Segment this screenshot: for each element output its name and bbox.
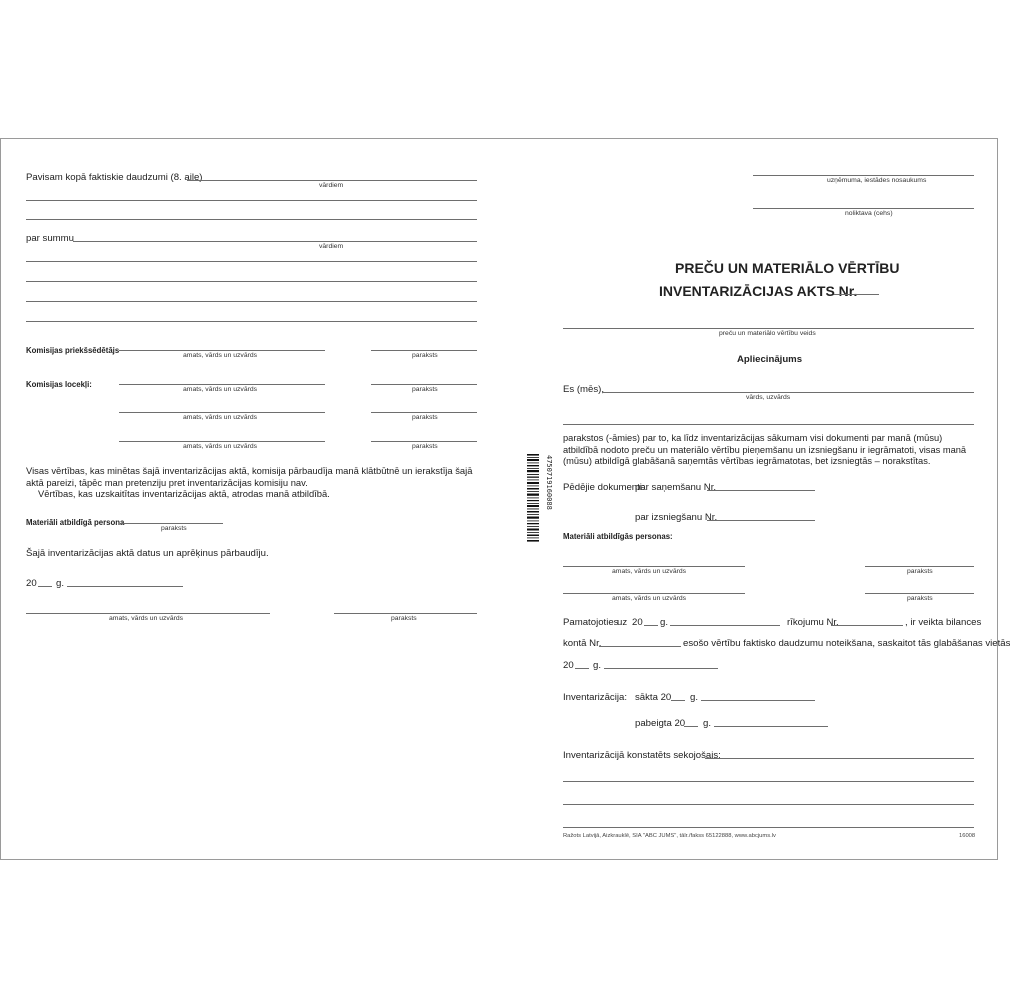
sum-words-line-2[interactable] [26, 281, 477, 282]
account-label: kontā Nr. [563, 638, 602, 649]
order-year-prefix: 20 [632, 617, 643, 628]
account-text: esošo vērtību faktisko daudzumu noteikšana, saskaitot tās glabāšanas vietās [683, 638, 1010, 649]
certificate-heading: Apliecinājums [737, 354, 803, 365]
barcode [525, 453, 551, 543]
findings-line-4[interactable] [563, 827, 974, 828]
certificate-statement: parakstos (-āmies) par to, ka līdz inventarizācijas sākumam visi dokumenti par manā (mūsu) atbildībā nodoto preču un materiālo vērtību pieņemšanu un izsniegšanu ir iegrāmatoti, visas manā (mūsu) atbildīgā glabāšanā saņemtās vērtības iegrāmatotas, bet izsniegtās – norakstītas. [563, 433, 967, 466]
started-year-line[interactable] [671, 700, 685, 701]
year-line-left[interactable] [38, 586, 52, 587]
caption-amats-m2: amats, vārds un uzvārds [183, 414, 258, 421]
footer-producer: Ražots Latvijā, Aizkrauklē, SIA "ABC JUMS", tālr./fakss 65122888, www.abcjums.lv [563, 833, 776, 839]
person2-signature-line[interactable] [865, 593, 974, 594]
inventory-label: Inventarizācija: [563, 692, 627, 703]
sum-line[interactable] [73, 241, 477, 242]
order-g-label: g. [660, 617, 669, 628]
responsibility-text: Vērtības, kas uzskaitītas inventarizācijas aktā, atrodas manā atbildībā. [38, 488, 330, 499]
year-suffix-left: g. [56, 578, 65, 589]
caption-paraksts-m2: paraksts [412, 414, 438, 421]
member1-name-line[interactable] [119, 384, 325, 385]
caption-amats-m3: amats, vārds un uzvārds [183, 443, 258, 450]
verifier-name-line[interactable] [26, 613, 270, 614]
caption-amats-verifier: amats, vārds un uzvārds [109, 615, 184, 622]
total-quantity-label: Pavisam kopā faktiskie daudzumi (8. aile) [26, 172, 203, 183]
order-date-line[interactable] [670, 625, 780, 626]
caption-name: vārds, uzvārds [746, 394, 791, 401]
balance-text: , ir veikta bilances [905, 617, 982, 628]
form-sheet [0, 138, 1010, 860]
document-title-line2: INVENTARIZĀCIJAS AKTS Nr. [659, 283, 858, 299]
words-line-1[interactable] [26, 200, 477, 201]
caption-paraksts-chair: paraksts [412, 352, 438, 359]
caption-vardiem-1: vārdiem [319, 182, 344, 189]
caption-paraksts-m1: paraksts [412, 386, 438, 393]
chair-name-line[interactable] [119, 350, 325, 351]
person1-name-line[interactable] [563, 566, 745, 567]
receipt-number-line[interactable] [707, 490, 815, 491]
year-prefix-left: 20 [26, 578, 37, 589]
person2-name-line[interactable] [563, 593, 745, 594]
caption-company: uzņēmuma, iestādes nosaukums [827, 177, 927, 184]
member2-name-line[interactable] [119, 412, 325, 413]
member1-signature-line[interactable] [371, 384, 477, 385]
receipt-label: par saņemšanu Nr. [635, 482, 717, 493]
finished-year-line[interactable] [684, 726, 698, 727]
verifier-signature-line[interactable] [334, 613, 477, 614]
started-g-label: g. [690, 692, 699, 703]
person1-signature-line[interactable] [865, 566, 974, 567]
date-line-left[interactable] [67, 586, 183, 587]
sum-words-line-1[interactable] [26, 261, 477, 262]
finished-g-label: g. [703, 718, 712, 729]
caption-vardiem-2: vārdiem [319, 243, 344, 250]
last-docs-label: Pēdējie dokumenti: [563, 482, 645, 493]
chair-label: Komisijas priekšsēdētājs [26, 346, 120, 355]
order-year-line[interactable] [644, 625, 658, 626]
storage-g-label: g. [593, 660, 602, 671]
sum-words-line-4[interactable] [26, 321, 477, 322]
findings-line-3[interactable] [563, 804, 974, 805]
sum-label: par summu [26, 233, 74, 244]
order-number-line[interactable] [831, 625, 903, 626]
responsible-person-label: Materiāli atbildīgā persona [26, 518, 125, 527]
checked-text: Visas vērtības, kas minētas šajā inventarizācijas aktā, komisija pārbaudīja manā klātbūtnē un ierakstīja šajā aktā pareizi, tāpēc man pretenziju pret inventarizācijas komisiju nav. [26, 465, 473, 488]
started-date-line[interactable] [701, 700, 815, 701]
member2-signature-line[interactable] [371, 412, 477, 413]
branch-line[interactable] [753, 208, 974, 209]
barcode-digits: 4750719160088 [545, 455, 553, 510]
findings-line-2[interactable] [563, 781, 974, 782]
members-label: Komisijas locekļi: [26, 380, 92, 389]
document-title-line1: PREČU UN MATERIĀLO VĒRTĪBU [675, 260, 900, 276]
caption-paraksts-p1: paraksts [907, 568, 933, 575]
responsible-signature-line[interactable] [121, 523, 223, 524]
verified-text: Šajā inventarizācijas aktā datus un aprēķinus pārbaudīju. [26, 548, 269, 559]
account-number-line[interactable] [599, 646, 681, 647]
findings-line-1[interactable] [705, 758, 974, 759]
storage-year-line[interactable] [575, 668, 589, 669]
total-quantity-line[interactable] [187, 180, 477, 181]
caption-paraksts-m3: paraksts [412, 443, 438, 450]
chair-signature-line[interactable] [371, 350, 477, 351]
storage-year-prefix: 20 [563, 660, 574, 671]
caption-amats-chair: amats, vārds un uzvārds [183, 352, 258, 359]
findings-label: Inventarizācijā konstatēts sekojošais: [563, 750, 721, 761]
company-line[interactable] [753, 175, 974, 176]
es-label: Es (mēs), [563, 384, 605, 395]
name-line[interactable] [602, 392, 974, 393]
storage-date-line[interactable] [604, 668, 718, 669]
uz-label: uz [617, 617, 628, 628]
caption-amats-p2: amats, vārds un uzvārds [612, 595, 687, 602]
goods-type-line[interactable] [563, 328, 974, 329]
responsible-persons-label: Materiāli atbildīgās personas: [563, 532, 673, 541]
caption-amats-p1: amats, vārds un uzvārds [612, 568, 687, 575]
caption-amats-m1: amats, vārds un uzvārds [183, 386, 258, 393]
caption-branch: noliktava (cehs) [845, 210, 893, 217]
sum-words-line-3[interactable] [26, 301, 477, 302]
caption-paraksts-verifier: paraksts [391, 615, 417, 622]
started-label: sākta 20 [635, 692, 672, 703]
issue-number-line[interactable] [707, 520, 815, 521]
caption-paraksts-p2: paraksts [907, 595, 933, 602]
finished-date-line[interactable] [714, 726, 828, 727]
caption-paraksts-responsible: paraksts [161, 525, 187, 532]
name-line-2[interactable] [563, 424, 974, 425]
finished-label: pabeigta 20 [635, 718, 686, 729]
issue-label: par izsniegšanu Nr. [635, 512, 718, 523]
footer-form-code: 16008 [959, 833, 976, 839]
member3-name-line[interactable] [119, 441, 325, 442]
based-on-label: Pamatojoties [563, 617, 619, 628]
order-label: rīkojumu Nr. [787, 617, 839, 628]
caption-goods-type: preču un materiālo vērtību veids [719, 330, 816, 337]
member3-signature-line[interactable] [371, 441, 477, 442]
words-line-2[interactable] [26, 219, 477, 220]
act-number-line[interactable] [834, 294, 879, 295]
